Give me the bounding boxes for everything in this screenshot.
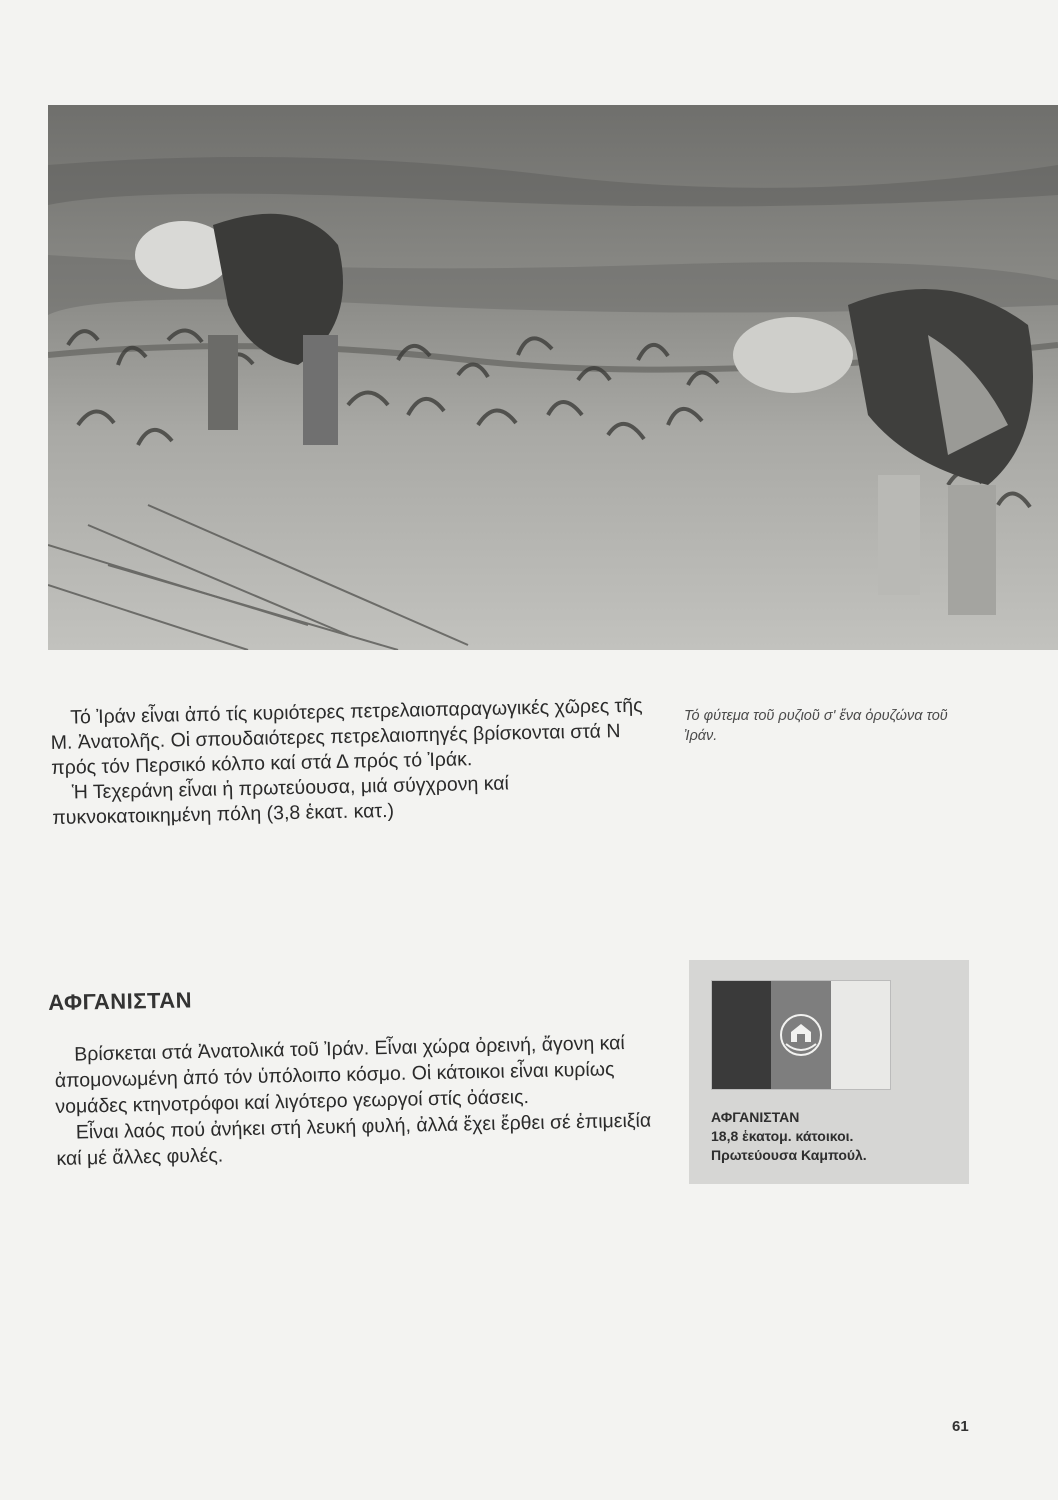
emblem-icon	[778, 1012, 824, 1058]
afghanistan-text	[54, 1029, 657, 1172]
flag-stripe-green	[831, 981, 890, 1089]
page-number: 61	[952, 1418, 969, 1435]
flag-stripe-black	[712, 981, 771, 1089]
section-heading-afghanistan: ΑΦΓΑΝΙΣΤΑΝ	[48, 987, 193, 1015]
rice-planting-photo	[48, 105, 1058, 650]
afghanistan-flag	[711, 980, 891, 1090]
flag-caption	[711, 1108, 961, 1165]
photo-caption: Τό φύτεμα τοῦ ρυζιοῦ σ' ἕνα ὀρυζώνα τοῦ Ἰράν.	[684, 708, 948, 744]
flag-stripe-red	[771, 981, 830, 1089]
afghanistan-paragraph-2: Εἶναι λαός πού ἀνήκει στή λευκή φυλή, ἀλλά ἔχει ἔρθει σέ ἐπιμειξία καί μέ ἄλλες φυλές.	[56, 1109, 652, 1170]
flag-info-box	[689, 960, 969, 1184]
iran-paragraph-1: Τό Ἰράν εἶναι ἀπό τίς κυριότερες πετρελαιοπαραγωγικές χῶρες τῆς Μ. Ἀνατολῆς. Οἱ σπουδαιότερες πετρελαιοπηγές βρίσκονται στά Ν πρός τόν Περσικό κόλπο καί στά Δ πρός τό Ἰράκ.	[50, 694, 643, 779]
flag-population: 18,8 ἑκατομ. κάτοικοι.	[711, 1128, 854, 1144]
iran-text	[50, 693, 652, 831]
flag-country-name: ΑΦΓΑΝΙΣΤΑΝ	[711, 1109, 800, 1125]
iran-paragraph-2: Ἡ Τεχεράνη εἶναι ἡ πρωτεύουσα, μιά σύγχρονη καί πυκνοκατοικημένη πόλη (3,8 ἑκατ. κατ.)	[52, 772, 510, 829]
photo-illustration	[48, 105, 1058, 650]
afghanistan-paragraph-1: Βρίσκεται στά Ἀνατολικά τοῦ Ἰράν. Εἶναι χώρα ὀρεινή, ἄγονη καί ἀπομονωμένη ἀπό τόν ὑπόλοιπο κόσμο. Οἱ κάτοικοι εἶναι κυρίως νομάδες κτηνοτρόφοι καί λιγότερο γεωργοί στίς ὀάσεις.	[54, 1032, 625, 1118]
flag-capital: Πρωτεύουσα Καμπούλ.	[711, 1147, 867, 1163]
